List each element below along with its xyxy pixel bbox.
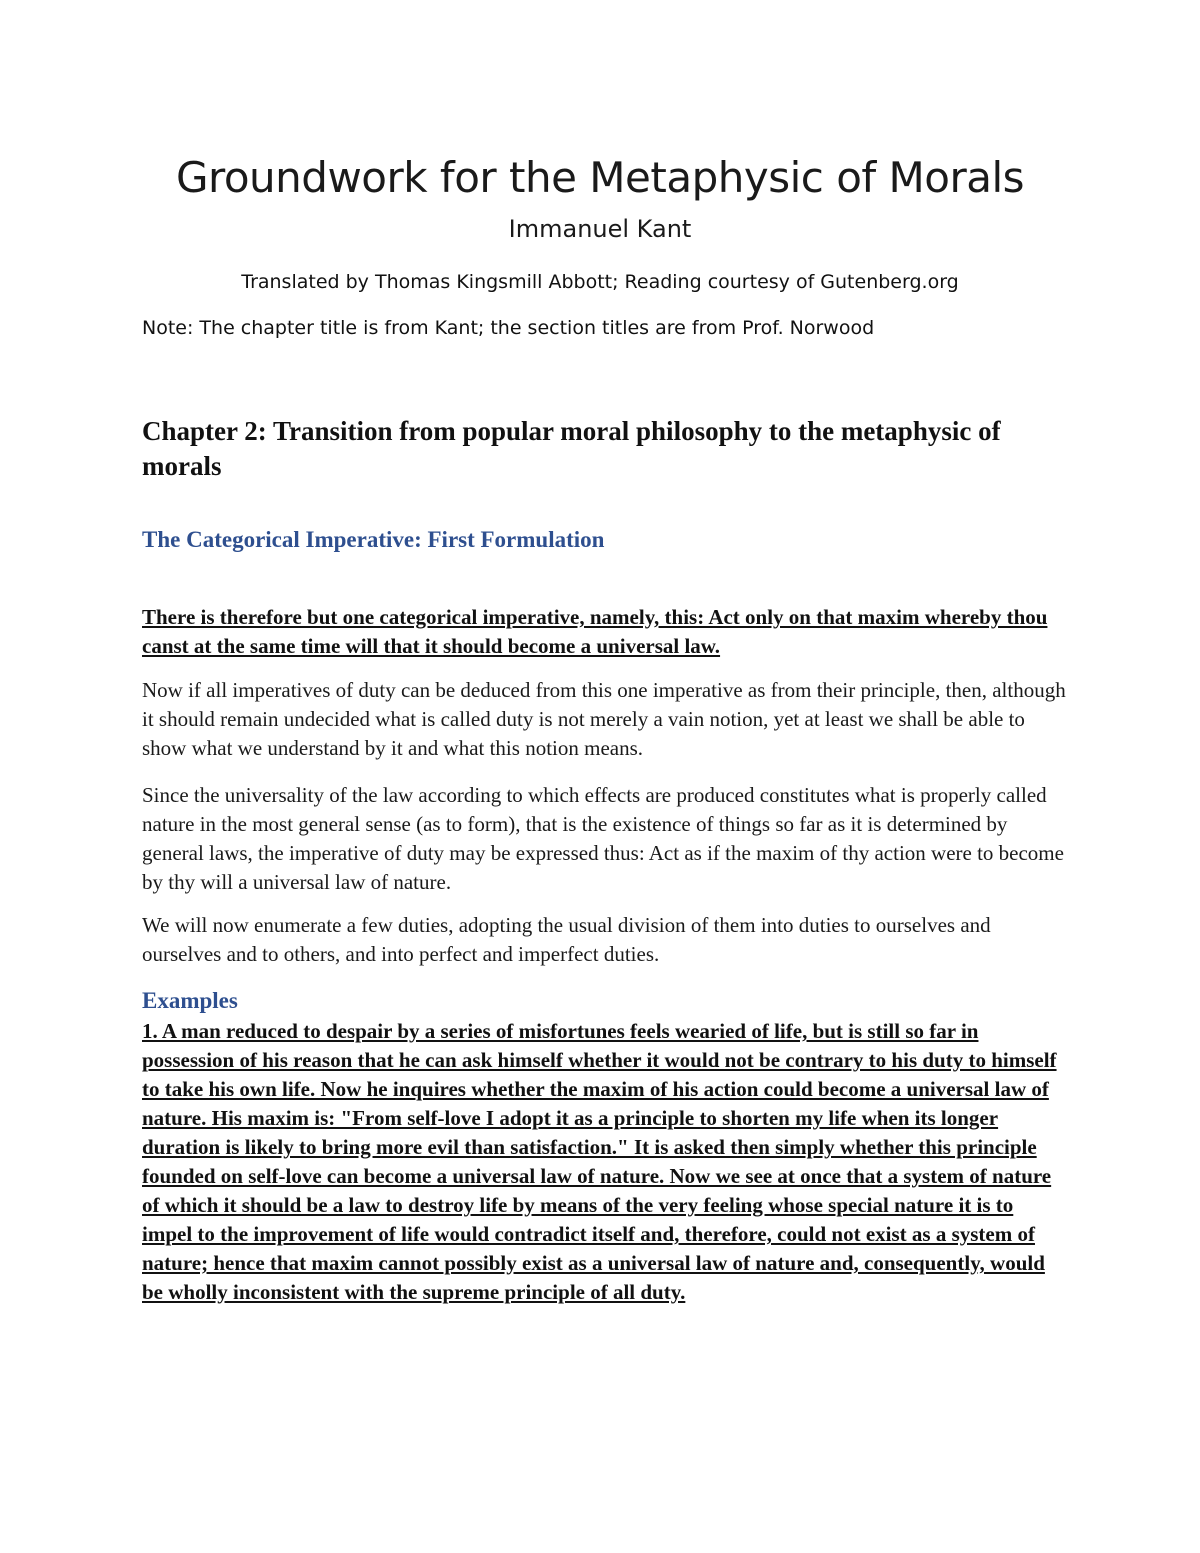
example-item: 1. A man reduced to despair by a series of misfortunes feels wearied of life, but is still so far in possession of his reason that he can ask himself whether it would not be contrary to his duty to himself to take his own life. Now he inquires whether the maxim of his action could become a universal law of nature. His maxim is: "From self-love I adopt it as a principle to shorten my life when its longer duration is likely to bring more evil than satisfaction." It is asked then simply whether this principle founded on self-love can become a universal law of nature. Now we see at once that a system of nature of which it should be a law to destroy life by means of the very feeling whose special nature it is to impel to the improvement of life would contradict itself and, therefore, could not exist as a system of nature; hence that maxim cannot possibly exist as a universal law of nature and, consequently, would be wholly inconsistent with the supreme principle of all duty.: [142, 1019, 1057, 1304]
body-paragraph: Now if all imperatives of duty can be deduced from this one imperative as from their principle, then, although it should remain undecided what is called duty is not merely a vain notion, yet at least we shall be able to show what we understand by it and what this notion means.: [142, 678, 1066, 760]
document-author: Immanuel Kant: [508, 215, 692, 243]
examples-heading: Examples: [142, 988, 238, 1013]
chapter-heading: Chapter 2: Transition from popular moral philosophy to the metaphysic of morals: [142, 416, 1001, 481]
translator-credit: Translated by Thomas Kingsmill Abbott; Reading courtesy of Gutenberg.org: [241, 271, 959, 293]
categorical-imperative-statement: There is therefore but one categorical imperative, namely, this: Act only on that maxim whereby thou canst at the same time will that it should become a universal law.: [142, 605, 1048, 658]
document-title: Groundwork for the Metaphysic of Morals: [175, 153, 1025, 202]
editor-note: Note: The chapter title is from Kant; the section titles are from Prof. Norwood: [142, 317, 875, 339]
section-heading: The Categorical Imperative: First Formulation: [142, 527, 605, 552]
body-paragraph: We will now enumerate a few duties, adopting the usual division of them into duties to ourselves and ourselves and to others, and into perfect and imperfect duties.: [142, 913, 991, 966]
body-paragraph: Since the universality of the law according to which effects are produced constitutes what is properly called nature in the most general sense (as to form), that is the existence of things so far as it is determined by general laws, the imperative of duty may be expressed thus: Act as if the maxim of thy action were to become by thy will a universal law of nature.: [142, 783, 1064, 894]
